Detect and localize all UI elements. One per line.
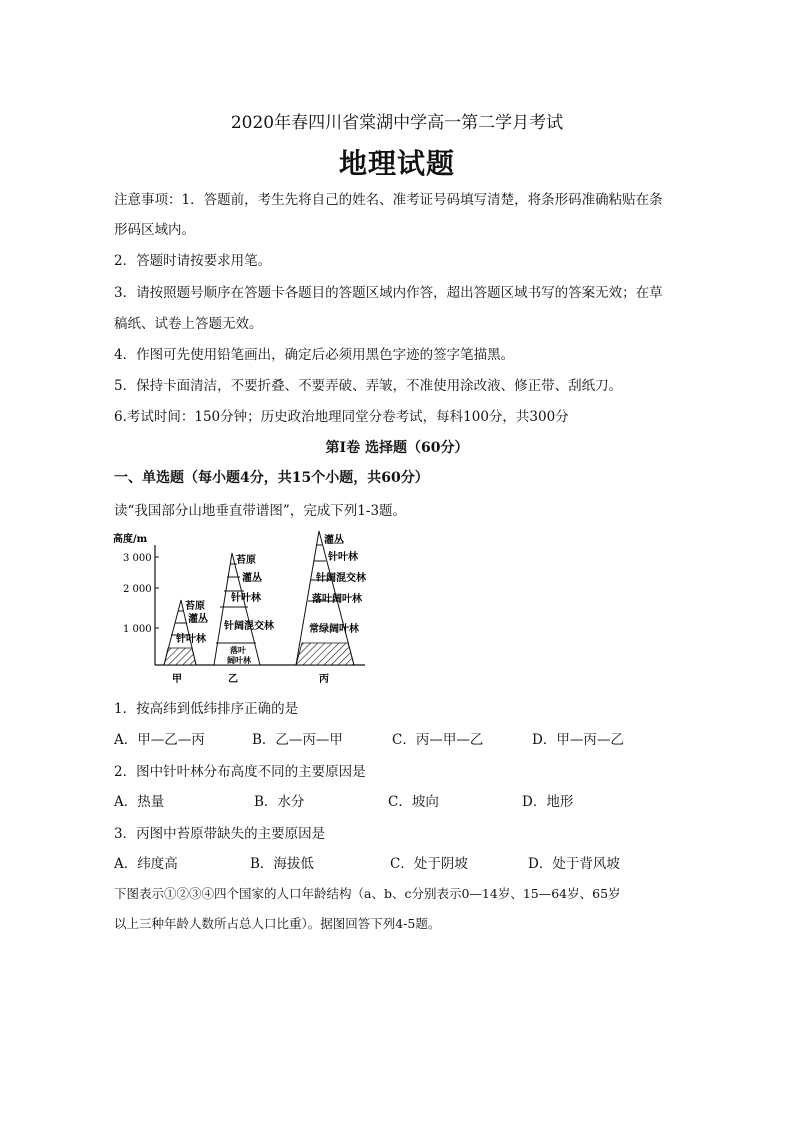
y-axis-label: 高度/m (113, 534, 148, 545)
vertical-zonation-figure (110, 525, 390, 690)
jia-band-conifer: 针叶林 (176, 634, 206, 645)
yi-band-shrub: 灌丛 (242, 573, 262, 584)
exam-title: 2020年春四川省棠湖中学高一第二学月考试 (230, 113, 564, 133)
question-1-option-d[interactable]: D．甲—丙—乙 (532, 732, 624, 748)
y-tick-1000: 1 000 (123, 624, 152, 635)
note-4: 4．作图可先使用铅笔画出，确定后必须用黑色字迹的签字笔描黑。 (114, 347, 515, 363)
yi-name: 乙 (228, 674, 238, 685)
note-1-line-2: 形码区域内。 (114, 222, 195, 238)
question-3-option-c[interactable]: C．处于阴坡 (390, 856, 468, 872)
bing-band-deciduous: 落叶阔叶林 (312, 594, 362, 605)
yi-band-tundra: 苔原 (236, 555, 256, 566)
y-tick-2000: 2 000 (123, 584, 152, 595)
question-3-option-a[interactable]: A．纬度高 (114, 856, 178, 872)
bing-name: 丙 (319, 674, 329, 685)
note-2: 2．答题时请按要求用笔。 (114, 253, 272, 269)
note-5: 5．保持卡面清洁，不要折叠、不要弄破、弄皱，不准使用涂改液、修正带、刮纸刀。 (114, 378, 623, 394)
yi-band-conifer: 针叶林 (231, 593, 261, 604)
jia-name: 甲 (172, 674, 182, 685)
question-1-option-b[interactable]: B．乙—丙—甲 (252, 732, 343, 748)
note-3-line-2: 稿纸、试卷上答题无效。 (114, 316, 263, 332)
jia-band-shrub: 灌丛 (188, 614, 208, 625)
next-intro-line-2: 以上三种年龄人数所占总人口比重）。据图回答下列4-5题。 (114, 916, 441, 931)
question-2-option-d[interactable]: D．地形 (522, 794, 574, 810)
part-heading: 第Ⅰ卷 选择题（60分） (325, 440, 469, 456)
mountain-jia (164, 599, 208, 685)
y-tick-3000: 3 000 (123, 553, 152, 564)
note-1-line-1: 注意事项：1．答题前，考生先将自己的姓名、准考证号码填写清楚，将条形码准确粘贴在条 (114, 192, 663, 208)
question-3-stem: 3．丙图中苔原带缺失的主要原因是 (114, 826, 326, 842)
question-3-option-b[interactable]: B．海拔低 (250, 856, 314, 872)
question-1-option-a[interactable]: A．甲—乙—丙 (114, 732, 205, 748)
mountain-bing (296, 531, 367, 685)
question-1-option-c[interactable]: C．丙—甲—乙 (392, 732, 484, 748)
yi-band-mixed: 针阔混交林 (224, 621, 274, 632)
subject-title: 地理试题 (338, 147, 455, 180)
question-2-option-c[interactable]: C．坡向 (388, 794, 439, 810)
bing-band-shrub: 灌丛 (324, 535, 344, 546)
question-1-stem: 1．按高纬到低纬排序正确的是 (114, 701, 299, 717)
question-3-option-d[interactable]: D．处于背风坡 (528, 856, 620, 872)
question-2-stem: 2．图中针叶林分布高度不同的主要原因是 (114, 764, 366, 780)
bing-band-mixed: 针阔混交林 (316, 573, 366, 584)
yi-band-deciduous-1: 落叶 (230, 645, 246, 655)
figure-intro: 读“我国部分山地垂直带谱图”，完成下列1-3题。 (114, 503, 407, 519)
note-3-line-1: 3．请按照题号顺序在答题卡各题目的答题区域内作答，超出答题区域书写的答案无效；在草 (114, 285, 663, 301)
section-heading: 一、单选题（每小题4分，共15个小题，共60分） (114, 470, 429, 486)
yi-band-deciduous-2: 阔叶林 (227, 655, 251, 665)
next-intro-line-1: 下图表示①②③④四个国家的人口年龄结构（a、b、c分别表示0—14岁、15—64岁、65岁 (114, 886, 621, 901)
jia-band-tundra: 苔原 (185, 601, 205, 612)
question-2-option-a[interactable]: A．热量 (114, 794, 165, 810)
note-6: 6.考试时间：150分钟；历史政治地理同堂分卷考试，每科100分，共300分 (114, 409, 569, 425)
bing-band-evergreen: 常绿阔叶林 (309, 624, 359, 635)
bing-band-conifer: 针叶林 (328, 552, 358, 563)
question-2-option-b[interactable]: B．水分 (254, 794, 305, 810)
